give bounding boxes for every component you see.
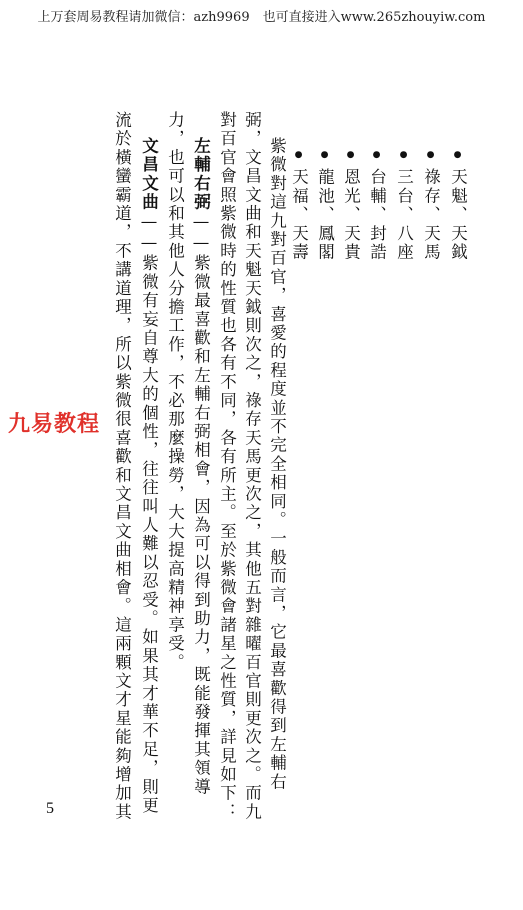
bullet-dot: ● — [425, 150, 436, 163]
bullet-text: 天福、天壽 — [289, 168, 309, 262]
body-column-1: 紫微對這九對百官，喜愛的程度並不完全相同。一般而言，它最喜歡得到左輔右 — [267, 137, 287, 792]
paragraph-text: 紫微最喜歡和左輔右弼相會，因為可以得到助力，既能發揮其領導 — [191, 254, 211, 797]
term-wenchang-wenqu: 文昌文曲 — [139, 137, 159, 212]
em-dash: —— — [191, 211, 211, 255]
bullet-text: 祿存、天馬 — [421, 168, 441, 262]
fuzuo-paragraph-start — [192, 137, 209, 897]
bullet-dot: ● — [452, 150, 463, 163]
page-number: 5 — [46, 800, 54, 817]
bullet-text: 龍池、鳳閣 — [315, 168, 335, 262]
wenchang-paragraph-start — [140, 137, 157, 897]
bullet-item-2 — [422, 150, 439, 910]
bullet-dot: ● — [319, 150, 330, 163]
body-column-2: 弼，文昌文曲和天魁天鉞則次之，祿存天馬更次之，其他五對雜曜百官則更次之。而九 — [242, 111, 262, 822]
bullet-item-4 — [368, 150, 385, 910]
paragraph-text: 紫微有妄自尊大的個性，往往叫人難以忍受。如果其才華不足，則更 — [139, 254, 159, 816]
bullet-text: 台輔、封誥 — [367, 168, 387, 262]
bullet-item-5 — [342, 150, 359, 910]
bullet-dot: ● — [398, 150, 409, 163]
bullet-text: 恩光、天貴 — [341, 168, 361, 262]
watermark-logo: 九易教程 — [8, 412, 101, 437]
term-fuzuo-youbi: 左輔右弼 — [191, 137, 211, 212]
bullet-item-7 — [290, 150, 307, 910]
em-dash: —— — [139, 211, 159, 255]
bullet-dot: ● — [371, 150, 382, 163]
bullet-item-6 — [316, 150, 333, 910]
wenchang-paragraph-continued: 流於橫蠻霸道，不講道理，所以紫微很喜歡和文昌文曲相會。這兩顆文才星能夠增加其 — [112, 111, 132, 822]
header-banner: 上万套周易教程请加微信：azh9969 也可直接进入www.265zhouyiw.com — [37, 10, 486, 25]
bullet-item-1 — [449, 150, 466, 910]
bullet-dot: ● — [293, 150, 304, 163]
bullet-text: 三台、八座 — [394, 168, 414, 262]
bullet-item-3 — [395, 150, 412, 910]
bullet-text: 天魁、天鉞 — [448, 168, 468, 262]
fuzuo-paragraph-continued: 力，也可以和其他人分擔工作，不必那麼操勞，大大提高精神享受。 — [165, 111, 185, 672]
body-column-3: 對百官會照紫微時的性質也各有不同，各有所主。至於紫微會諸星之性質，詳見如下： — [217, 111, 237, 822]
bullet-dot: ● — [345, 150, 356, 163]
